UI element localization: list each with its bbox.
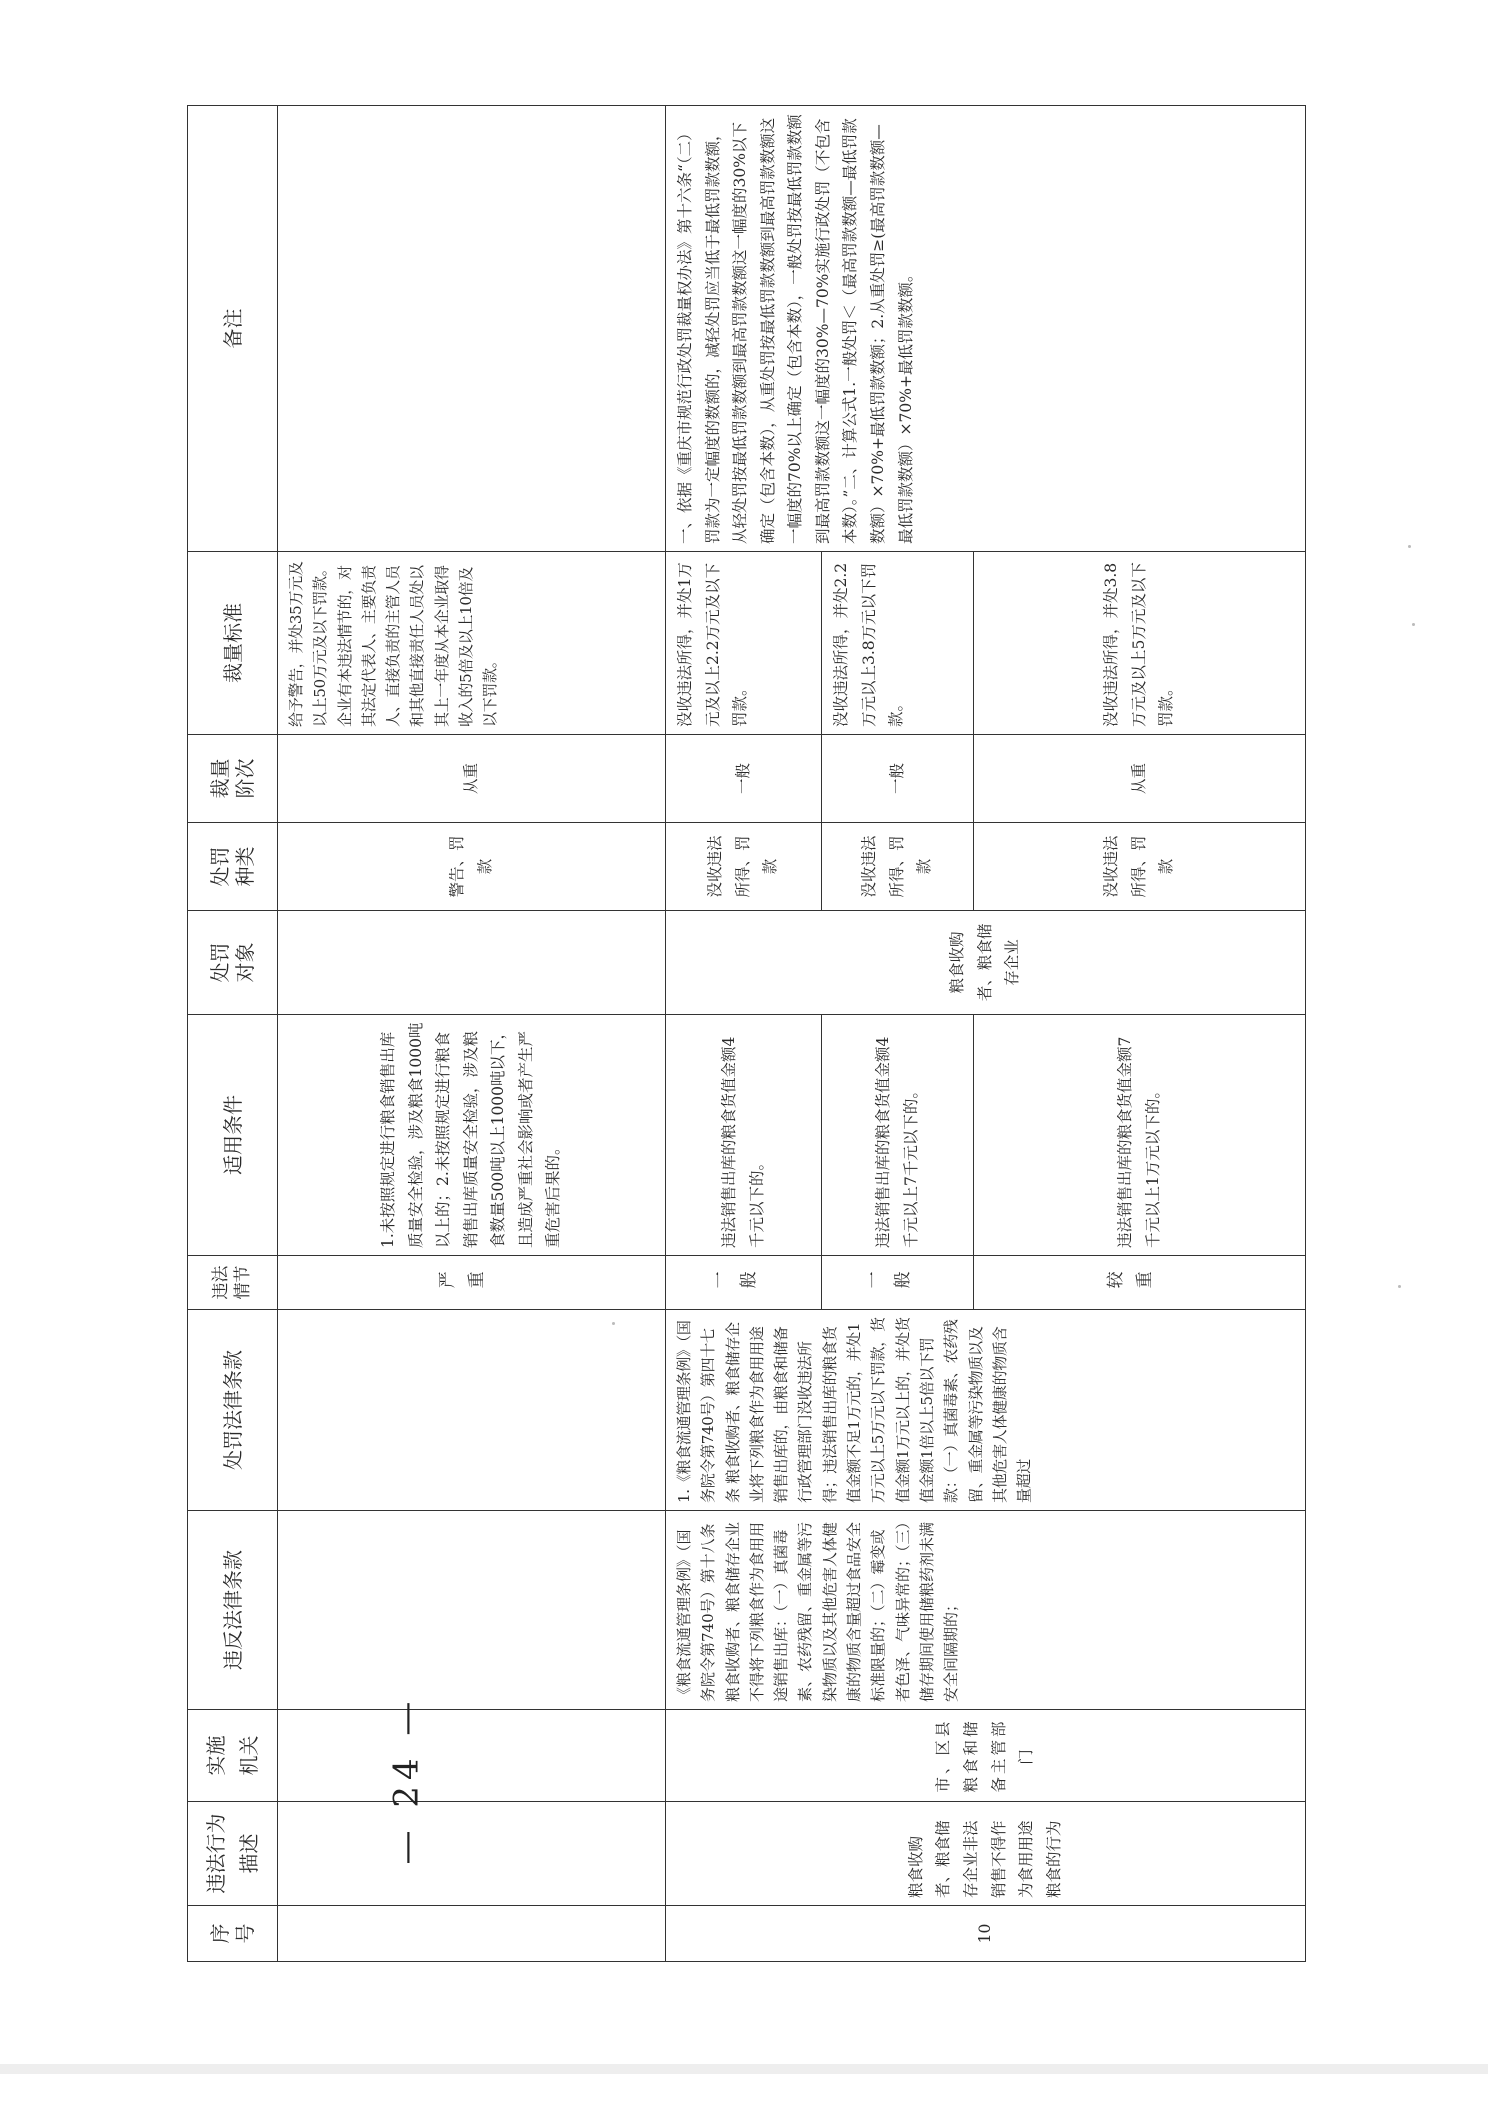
header-behavior: 违法行为 描述 [188, 1802, 278, 1906]
row10-penalty-type-3: 没收违法所得、罚款 [974, 823, 1306, 911]
header-authority: 实施 机关 [188, 1710, 278, 1802]
penalty-discretion-table [187, 105, 1306, 1962]
header-notes: 备注 [188, 106, 278, 552]
header-row [188, 106, 278, 1962]
row10-seq-cell: 10 [666, 1906, 1306, 1962]
row10-condition-2: 违法销售出库的粮食货值金额4千元以上7千元以下的。 [822, 1015, 974, 1256]
header-seq: 序 号 [188, 1906, 278, 1962]
page-number: — 24 — [386, 1695, 427, 1865]
prev-authority-cell [278, 1710, 666, 1802]
prev-violated-law-cell [278, 1511, 666, 1710]
header-circumstance: 违法 情节 [188, 1256, 278, 1310]
row10-condition-3: 违法销售出库的粮食货值金额7千元以上1万元以下的。 [974, 1015, 1306, 1256]
row10-behavior-cell: 粮食收购者、粮食储存企业非法销售不得作为食用用途粮食的行为 [666, 1802, 1306, 1906]
row10-authority-cell: 市、区县粮食和储备主管部门 [666, 1710, 1306, 1802]
row10-violated-law-cell: 《粮食流通管理条例》（国务院令第740号）第十八条 粮食收购者、粮食储存企业不得将下列粮食作为食用用途销售出库：（一）真菌毒素、农药残留、重金属等污染物质以及其他危害人体健康的物质含量超过食品安全标准限量的；（二）霉变或者色泽、气味异常的；（三）储存期间使用储粮药剂未满安全间隔期的； [666, 1511, 1306, 1710]
row10-level-3: 从重 [974, 735, 1306, 823]
row10-penalty-type-2: 没收违法所得、罚款 [822, 823, 974, 911]
prev-standard-cell: 给予警告，并处35万元及以上50万元及以下罚款。企业有本违法情节的，对其法定代表人、主要负责人、直接负责的主管人员和其他直接责任人员处以其上一年度从本企业取得收入的5倍及以上10倍及以下罚款。 [278, 552, 666, 735]
scan-speck [1408, 545, 1411, 548]
prev-circumstance-cell: 严重 [278, 1256, 666, 1310]
header-condition: 适用条件 [188, 1015, 278, 1256]
row10-level-1: 一般 [666, 735, 822, 823]
row10-standard-1: 没收违法所得，并处1万元及以上2.2万元及以下罚款。 [666, 552, 822, 735]
row10-circumstance-2: 一般 [822, 1256, 974, 1310]
table-row-10-general-1 [666, 106, 822, 1962]
row10-standard-2: 没收违法所得，并处2.2万元以上3.8万元以下罚款。 [822, 552, 974, 735]
scan-edge-shadow [0, 2064, 1488, 2074]
row10-penalty-type-1: 没收违法所得、罚款 [666, 823, 822, 911]
prev-notes-cell [278, 106, 666, 552]
row10-target-cell: 粮食收购者、粮食储存企业 [666, 911, 1306, 1015]
prev-condition-cell: 1.未按照规定进行粮食销售出库质量安全检验，涉及粮食1000吨以上的；2.未按照规定进行粮食销售出库质量安全检验，涉及粮食数量500吨以上1000吨以下，且造成严重社会影响或者产生严重危害后果的。 [278, 1015, 666, 1256]
row10-circumstance-1: 一般 [666, 1256, 822, 1310]
scan-speck [1412, 623, 1415, 626]
row10-circumstance-3: 较重 [974, 1256, 1306, 1310]
row10-standard-3: 没收违法所得，并处3.8万元及以上5万元及以下罚款。 [974, 552, 1306, 735]
row10-notes-cell: 一、依据《重庆市规范行政处罚裁量权办法》第十六条“（二）罚款为一定幅度的数额的，减轻处罚应当低于最低罚款数额，从轻处罚按最低罚款数额到最高罚款数额这一幅度的30%以下确定（包含本数），从重处罚按最低罚款数额到最高罚款数额这一幅度的70%以上确定（包含本数），一般处罚按最低罚款数额到最高罚款数额这一幅度的30%—70%实施行政处罚（不包含本数）。”二、计算公式1.一般处罚＜（最高罚款数额—最低罚款数额）×70%+最低罚款数额；2.从重处罚≥(最高罚款数额—最低罚款数额）×70%+最低罚款数额。 [666, 106, 1306, 552]
row10-condition-1: 违法销售出库的粮食货值金额4千元以下的。 [666, 1015, 822, 1256]
header-penalty-type: 处罚 种类 [188, 823, 278, 911]
rotated-table-wrapper [187, 106, 1305, 1962]
header-violated-law: 违反法律条款 [188, 1511, 278, 1710]
table-row-continued [278, 106, 666, 1962]
prev-behavior-cell [278, 1802, 666, 1906]
header-level: 裁量 阶次 [188, 735, 278, 823]
prev-penalty-law-cell [278, 1310, 666, 1511]
header-penalty-law: 处罚法律条款 [188, 1310, 278, 1511]
prev-target-cell [278, 911, 666, 1015]
prev-penalty-type-cell: 警告、罚款 [278, 823, 666, 911]
scan-speck [612, 1322, 615, 1325]
scan-speck [1398, 1285, 1401, 1288]
header-standard: 裁量标准 [188, 552, 278, 735]
prev-level-cell: 从重 [278, 735, 666, 823]
header-target: 处罚 对象 [188, 911, 278, 1015]
row10-level-2: 一般 [822, 735, 974, 823]
row10-penalty-law-cell: 1.《粮食流通管理条例》（国务院令第740号）第四十七条 粮食收购者、粮食储存企业将下列粮食作为食用用途销售出库的，由粮食和储备行政管理部门没收违法所得；违法销售出库的粮食货值金额不足1万元的，并处1万元以上5万元以下罚款，货值金额1万元以上的，并处货值金额1倍以上5倍以下罚款：（一）真菌毒素、农药残留、重金属等污染物质以及其他危害人体健康的物质含量超过 [666, 1310, 1306, 1511]
prev-seq-cell [278, 1906, 666, 1962]
